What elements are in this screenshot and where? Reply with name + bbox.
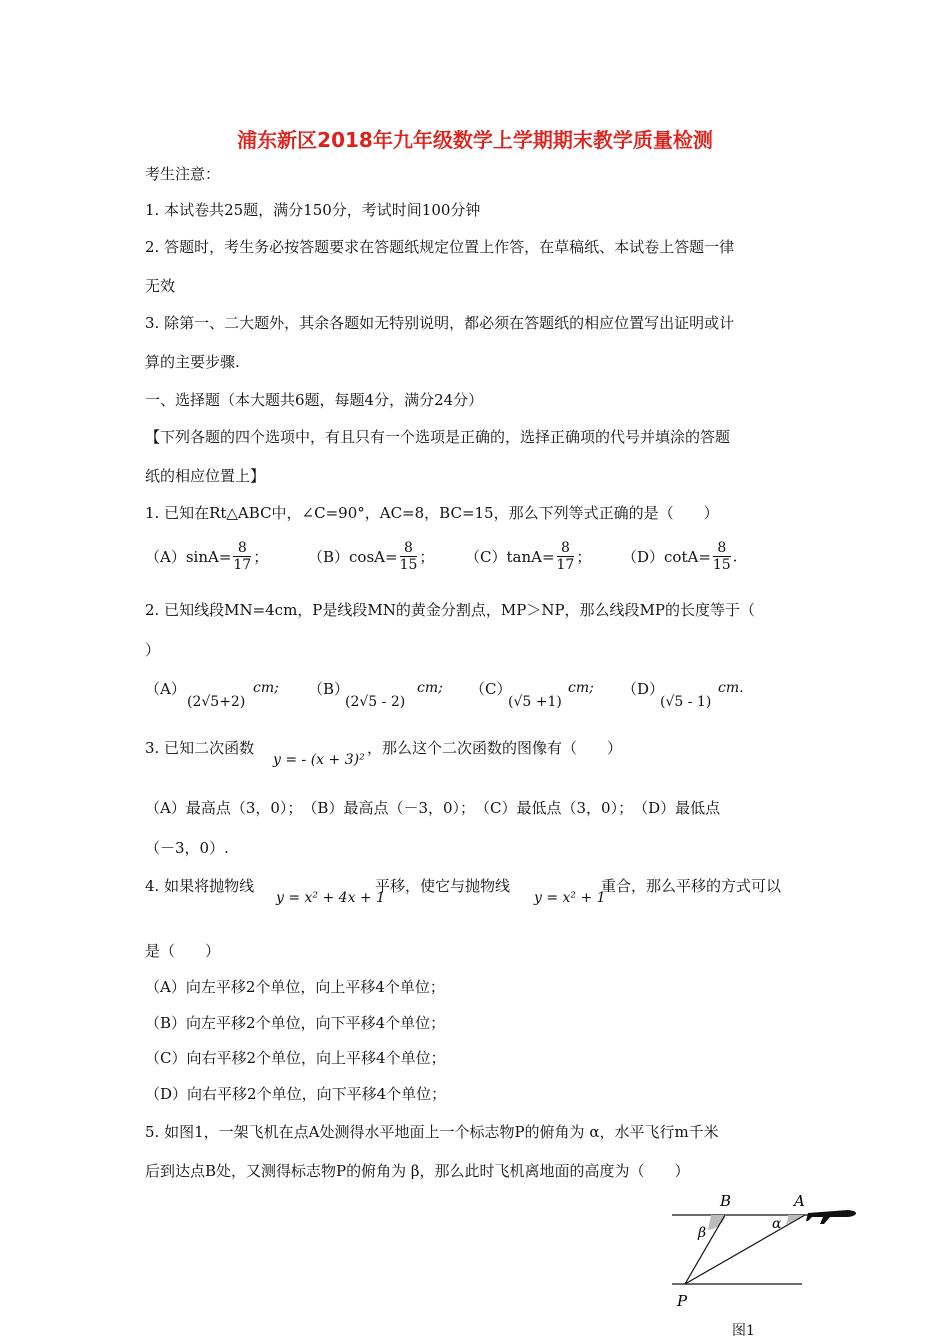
notice-item-2-cont: 无效 bbox=[145, 277, 176, 295]
notice-item-3: 3. 除第一、二大题外，其余各题如无特别说明，都必须在答题纸的相应位置写出证明或计 bbox=[145, 314, 735, 332]
question-2-option-a-expr: (2√5+2) bbox=[187, 694, 246, 710]
figure-label-alpha: α bbox=[772, 1216, 782, 1232]
section-instruction-cont: 纸的相应位置上】 bbox=[145, 467, 266, 485]
question-5-stem: 5. 如图1，一架飞机在点A处测得水平地面上一个标志物P的俯角为 α，水平飞行m千米 bbox=[145, 1123, 719, 1141]
question-1-option-d: （D）cotA= $\frac{8}{15}$ . bbox=[622, 540, 738, 573]
question-3-options: （A）最高点（3，0）； （B）最高点（－3，0）； （C）最低点（3，0）； （D）最低点 bbox=[145, 799, 721, 817]
question-2-option-c-unit: cm; bbox=[568, 680, 594, 696]
question-3-options-cont: （－3，0）. bbox=[145, 839, 229, 857]
notice-heading: 考生注意： bbox=[145, 165, 221, 183]
question-2-stem: 2. 已知线段MN=4cm，P是线段MN的黄金分割点，MP＞NP，那么线段MP的长度等于（ bbox=[145, 601, 756, 619]
question-1-stem: 1. 已知在Rt△ABC中，∠C=90°，AC=8，BC=15，那么下列等式正确的是（ ） bbox=[145, 504, 719, 522]
question-4-option-b: （B）向左平移2个单位，向下平移4个单位； bbox=[145, 1014, 446, 1032]
question-2-option-c-expr: (√5 +1) bbox=[508, 694, 562, 710]
question-5-stem-cont: 后到达点B处，又测得标志物P的俯角为 β，那么此时飞机离地面的高度为（ ） bbox=[145, 1162, 690, 1180]
figure-label-b: B bbox=[720, 1192, 732, 1210]
question-2-option-a-unit: cm; bbox=[253, 680, 279, 696]
question-2-option-c-label: （C） bbox=[470, 680, 512, 698]
figure-1-diagram bbox=[660, 1180, 860, 1310]
question-4-stem-end: 重合，那么平移的方式可以 bbox=[601, 877, 782, 895]
question-3-stem: 3. 已知二次函数 bbox=[145, 739, 255, 757]
figure-label-beta: β bbox=[698, 1225, 707, 1241]
question-1-option-c: （C）tanA= $\frac{8}{17}$ ； bbox=[465, 540, 592, 573]
question-2-option-d-label: （D） bbox=[622, 680, 665, 698]
question-2-stem-cont: ） bbox=[145, 641, 161, 659]
question-2-option-b-label: （B） bbox=[308, 680, 350, 698]
question-3-stem-cont: ，那么这个二次函数的图像有（ ） bbox=[367, 739, 623, 757]
question-4-option-d: （D）向右平移2个单位，向下平移4个单位； bbox=[145, 1085, 447, 1103]
section-heading: 一、选择题（本大题共6题，每题4分，满分24分） bbox=[145, 391, 484, 409]
question-1-option-a: （A）sinA= $\frac{8}{17}$ ； bbox=[145, 540, 269, 573]
notice-item-2: 2. 答题时，考生务必按答题要求在答题纸规定位置上作答，在草稿纸、本试卷上答题一律 bbox=[145, 238, 735, 256]
notice-item-1: 1. 本试卷共25题，满分150分，考试时间100分钟 bbox=[145, 201, 481, 219]
question-1-option-b: （B）cosA= $\frac{8}{15}$ ； bbox=[308, 540, 435, 573]
figure-label-p: P bbox=[677, 1292, 688, 1310]
question-4-stem-mid: 平移，使它与抛物线 bbox=[375, 877, 511, 895]
question-2-option-d-unit: cm. bbox=[718, 680, 744, 696]
notice-item-3-cont: 算的主要步骤. bbox=[145, 353, 240, 371]
section-instruction: 【下列各题的四个选项中，有且只有一个选项是正确的，选择正确项的代号并填涂的答题 bbox=[145, 428, 731, 446]
question-4-formula-2: y = x² + 1 bbox=[534, 890, 606, 906]
question-4-stem: 4. 如果将抛物线 bbox=[145, 877, 255, 895]
question-4-option-a: （A）向左平移2个单位，向上平移4个单位； bbox=[145, 978, 445, 996]
figure-caption: 图1 bbox=[732, 1323, 755, 1339]
airplane-icon bbox=[806, 1210, 856, 1224]
question-2-option-b-unit: cm; bbox=[417, 680, 443, 696]
question-4-formula-1: y = x² + 4x + 1 bbox=[276, 890, 386, 906]
question-2-option-b-expr: (2√5 - 2) bbox=[345, 694, 406, 710]
question-2-option-d-expr: (√5 - 1) bbox=[660, 694, 712, 710]
question-2-option-a-label: （A） bbox=[145, 680, 186, 698]
page-title: 浦东新区2018年九年级数学上学期期末教学质量检测 bbox=[237, 128, 713, 152]
question-4-option-c: （C）向右平移2个单位，向上平移4个单位； bbox=[145, 1049, 446, 1067]
figure-label-a: A bbox=[794, 1192, 805, 1210]
question-4-stem-cont: 是（ ） bbox=[145, 942, 221, 960]
question-3-formula: y = - (x + 3)² bbox=[273, 752, 365, 768]
